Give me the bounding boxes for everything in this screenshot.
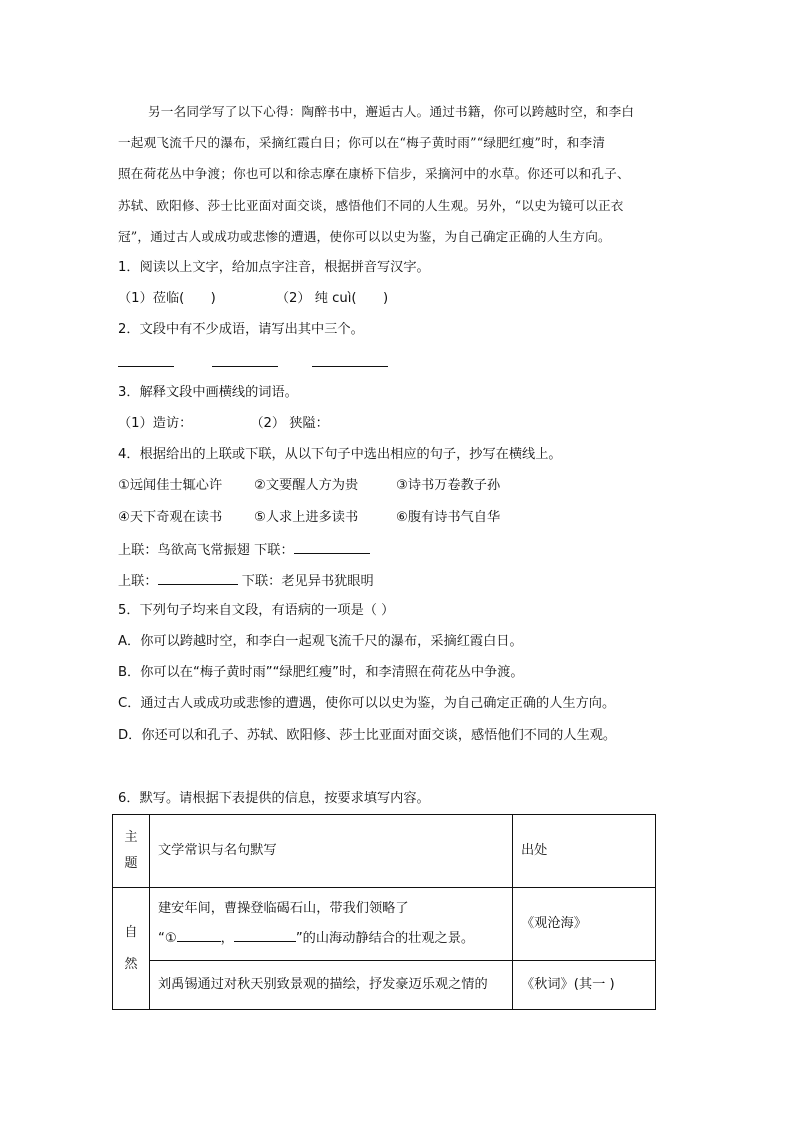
q3-parts <box>118 414 329 434</box>
header-content: 文学常识与名句默写 <box>158 843 277 858</box>
dictation-table <box>112 814 656 1010</box>
row1-line-1: 建安年间，曹操登临碣石山，带我们领略了 <box>158 901 409 916</box>
q5-option-a[interactable]: A．你可以跨越时空，和李白一起观飞流千尺的瀑布，采摘红霞白日。 <box>118 634 523 649</box>
header-source-cell <box>513 815 656 888</box>
row2-source: 《秋词》(其一 ) <box>521 977 615 992</box>
q1-part-a: （1）莅临( ) <box>118 291 216 306</box>
header-content-cell <box>150 815 513 888</box>
q4-option-6: ⑥腹有诗书气自华 <box>396 510 501 525</box>
q4-option-3: ③诗书万卷教子孙 <box>396 478 501 493</box>
q2-blank-2[interactable] <box>212 352 278 367</box>
q1-parts <box>118 289 388 309</box>
passage-line-4: 苏轼、欧阳修、莎士比亚面对面交谈，感悟他们不同的人生观。另外，“以史为镜可以正衣 <box>118 198 624 213</box>
row2-content-cell <box>150 961 513 1010</box>
q4-option-2: ②文要醒人方为贵 <box>254 478 359 493</box>
q4-couplet-1-blank[interactable] <box>294 539 370 554</box>
q4-couplet-2 <box>118 570 374 592</box>
row1-source: 《观沧海》 <box>521 916 587 931</box>
table-row <box>113 961 656 1010</box>
header-theme: 主题 <box>124 830 138 871</box>
q3-part-b: （2） 狭隘： <box>250 416 329 431</box>
q2-stem: 2．文段中有不少成语，请写出其中三个。 <box>118 322 364 337</box>
q4-options-row-2 <box>118 508 500 528</box>
q3-stem: 3．解释文段中画横线的词语。 <box>118 385 298 400</box>
row2-source-cell <box>513 961 656 1010</box>
table-header-row <box>113 815 656 888</box>
row1-blank-2[interactable] <box>234 927 296 942</box>
q4-couplet-2-blank[interactable] <box>158 570 238 585</box>
q4-couplet-2-prefix: 上联： <box>118 574 158 589</box>
row2-content: 刘禹锡通过对秋天别致景观的描绘，抒发豪迈乐观之情的 <box>158 977 488 992</box>
q2-blanks <box>118 352 388 374</box>
passage-line-3: 照在荷花丛中争渡；你也可以和徐志摩在康桥下信步，采摘河中的水草。你还可以和孔子、 <box>118 166 630 181</box>
q5-option-c[interactable]: C．通过古人或成功或悲惨的遭遇，使你可以以史为鉴，为自己确定正确的人生方向。 <box>118 696 616 711</box>
q4-option-1: ①远闻佳士辄心许 <box>118 478 223 493</box>
passage-line-1: 另一名同学写了以下心得：陶醉书中，邂逅古人。通过书籍，你可以跨越时空，和李白 <box>148 104 635 119</box>
q2-blank-1[interactable] <box>118 352 174 367</box>
q4-option-4: ④天下奇观在读书 <box>118 510 223 525</box>
q4-options-row-1 <box>118 476 500 496</box>
header-theme-cell <box>113 815 150 888</box>
q2-blank-3[interactable] <box>312 352 388 367</box>
q4-option-5: ⑤人求上进多读书 <box>254 510 359 525</box>
passage-line-2: 一起观飞流千尺的瀑布，采摘红霞白日；你可以在“梅子黄时雨”“绿肥红瘦”时，和李清 <box>118 135 606 150</box>
row1-content-cell <box>150 888 513 961</box>
row1-blank-1[interactable] <box>177 927 221 942</box>
q5-option-d[interactable]: D．你还可以和孔子、苏轼、欧阳修、莎士比亚面对面交谈，感悟他们不同的人生观。 <box>118 728 617 743</box>
row1-tail: ”的山海动静结合的壮观之景。 <box>295 931 475 946</box>
q4-couplet-2-suffix: 下联：老见异书犹眼明 <box>237 574 374 589</box>
q1-stem: 1．阅读以上文字，给加点字注音，根据拼音写汉字。 <box>118 260 430 275</box>
q4-couplet-1 <box>118 539 370 561</box>
table-row <box>113 888 656 961</box>
q5-stem: 5．下列句子均来自文段，有语病的一项是（ ） <box>118 603 395 618</box>
row1-content <box>150 888 512 960</box>
row1-line-2 <box>158 924 504 954</box>
q4-stem: 4．根据给出的上联或下联，从以下句子中选出相应的句子，抄写在横线上。 <box>118 447 562 462</box>
row1-source-cell <box>513 888 656 961</box>
header-source: 出处 <box>521 843 548 858</box>
q4-couplet-1-text: 上联：鸟欲高飞常振翅 下联： <box>118 543 294 558</box>
q6-stem: 6．默写。请根据下表提供的信息，按要求填写内容。 <box>118 791 430 806</box>
row1-open-quote: “① <box>158 931 177 946</box>
theme-cell-nature <box>113 888 150 1010</box>
theme-nature: 自然 <box>124 924 138 972</box>
q5-option-b[interactable]: B．你可以在“梅子黄时雨”“绿肥红瘦”时，和李清照在荷花丛中争渡。 <box>118 665 524 680</box>
q1-part-b: （2） 纯 cuì( ) <box>275 291 389 306</box>
passage-line-5: 冠”，通过古人或成功或悲惨的遭遇，使你可以以史为鉴，为自己确定正确的人生方向。 <box>118 229 611 244</box>
row1-comma: ， <box>220 931 234 946</box>
q3-part-a: （1）造访： <box>118 416 193 431</box>
